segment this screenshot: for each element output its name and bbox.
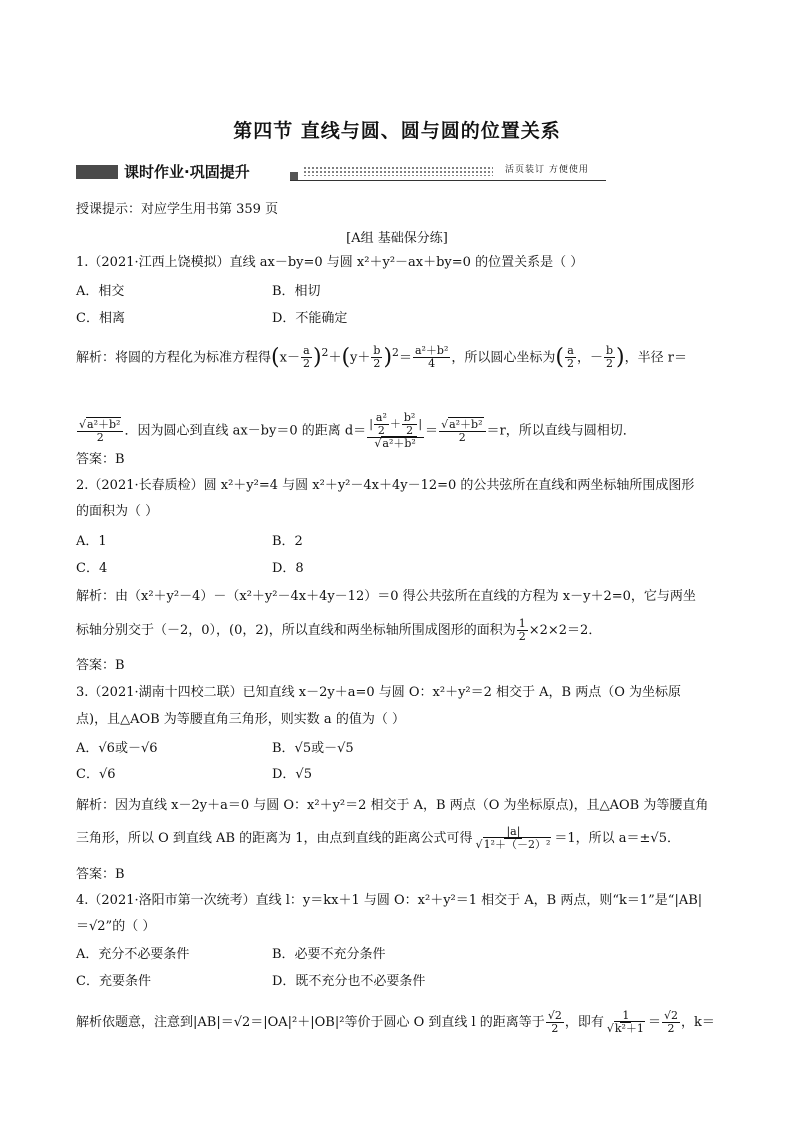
q3-option-a: A．√6或－√6	[76, 741, 158, 756]
q1-answer: 答案：B	[76, 452, 125, 467]
q2-option-a: A．1	[76, 534, 107, 549]
q1-option-c: C．相离	[76, 311, 125, 326]
page-title: 第四节 直线与圆、圆与圆的位置关系	[233, 120, 561, 142]
banner-block	[76, 165, 118, 179]
q4-option-b: B．必要不充分条件	[272, 947, 386, 962]
q2-answer: 答案：B	[76, 658, 125, 673]
banner-dots	[303, 166, 493, 176]
q1-option-a: A．相交	[76, 284, 125, 299]
q1-stem: 1.（2021·江西上饶模拟）直线 ax－by=0 与圆 x²＋y²－ax＋by=0 的位置关系是（ ）	[76, 255, 584, 270]
q4-option-d: D．既不充分也不必要条件	[272, 974, 426, 989]
q1-solution-line2: $\frac{\text{√a²＋b²}}{2}$ ．因为圆心到直线 ax－by＝0 的距离 d＝ | $\frac{\text{a²}}{2}$ ＋ $\frac{\text{b²}}{2}$ | √a²＋b² ＝ $\frac{\text{√a²＋b²}}{2}$ ＝r，所以直线与圆相切．	[79, 411, 636, 450]
q3-option-b: B．√5或－√5	[272, 741, 354, 756]
q4-stem-line1: 4.（2021·洛阳市第一次统考）直线 l：y＝kx＋1 与圆 O：x²＋y²＝1 相交于 A，B 两点，则“k＝1”是“|AB|	[76, 893, 703, 908]
q3-stem-line2: 点)，且△AOB 为等腰直角三角形，则实数 a 的值为（ ）	[76, 712, 405, 727]
q3-solution-line1: 解析：因为直线 x－2y＋a＝0 与圆 O：x²＋y²＝2 相交于 A，B 两点（O 为坐标原点)，且△AOB 为等腰直角	[76, 798, 709, 813]
q1-option-d: D．不能确定	[272, 311, 348, 326]
q2-solution-line1: 解析：由（x²＋y²－4）－（x²＋y²－4x＋4y－12）＝0 得公共弦所在直线的方程为 x－y＋2=0，它与两坐	[76, 589, 696, 604]
section-heading: [A组 基础保分练]	[346, 231, 448, 246]
q2-option-d: D．8	[272, 561, 304, 576]
q2-solution-line2: 标轴分别交于（－2，0），(0，2)，所以直线和两坐标轴所围成图形的面积为 $\frac{1}{2}$ ×2×2＝2．	[76, 617, 602, 643]
q3-answer: 答案：B	[76, 867, 125, 882]
q2-option-c: C．4	[76, 561, 108, 576]
banner-square	[290, 172, 298, 180]
q2-option-b: B．2	[272, 534, 303, 549]
q4-solution-line1: 解析依题意，注意到|AB|＝√2＝|OA|²＋|OB|²等价于圆心 O 到直线 l 的距离等于 $\frac{√2}{2}$ ，即有 $\frac{1}{\text{√k²＋1}}$ ＝ $\frac{√2}{2}$ ，k＝	[76, 1009, 715, 1035]
q1-option-b: B．相切	[272, 284, 321, 299]
hint: 授课提示：对应学生用书第 359 页	[76, 202, 279, 217]
banner-right-text: 活页装订 方便使用	[505, 165, 589, 175]
q4-option-c: C．充要条件	[76, 974, 151, 989]
q3-solution-line2: 三角形，所以 O 到直线 AB 的距离为 1，由点到直线的距离公式可得 $\frac{|a|}{\text{√1²＋（－2）²}}$ ＝1，所以 a＝±√5．	[76, 825, 680, 851]
q4-option-a: A．充分不必要条件	[76, 947, 190, 962]
q1-solution-line1: 解析：将圆的方程化为标准方程得(x－ $\frac{a}{2}$ )$^2$＋(y＋ $\frac{b}{2}$ )$^2$＝ $\frac{\text{a²＋b²}}{4}$ ，所以圆心坐标为( $\frac{a}{2}$ ，－ $\frac{b}{2}$ )，半径 r＝	[76, 344, 687, 371]
q3-option-d: D．√5	[272, 767, 312, 782]
q2-stem-line1: 2.（2021·长春质检）圆 x²＋y²=4 与圆 x²＋y²－4x＋4y－12=0 的公共弦所在直线和两坐标轴所围成图形	[76, 478, 695, 493]
q2-stem-line2: 的面积为（ ）	[76, 504, 159, 519]
banner-line	[290, 180, 606, 181]
q3-option-c: C．√6	[76, 767, 116, 782]
q3-stem-line1: 3.（2021·湖南十四校二联）已知直线 x－2y＋a=0 与圆 O：x²＋y²＝2 相交于 A，B 两点（O 为坐标原	[76, 685, 682, 700]
banner-label: 课时作业·巩固提升	[124, 163, 250, 181]
q4-stem-line2: ＝√2”的（ ）	[76, 919, 156, 934]
